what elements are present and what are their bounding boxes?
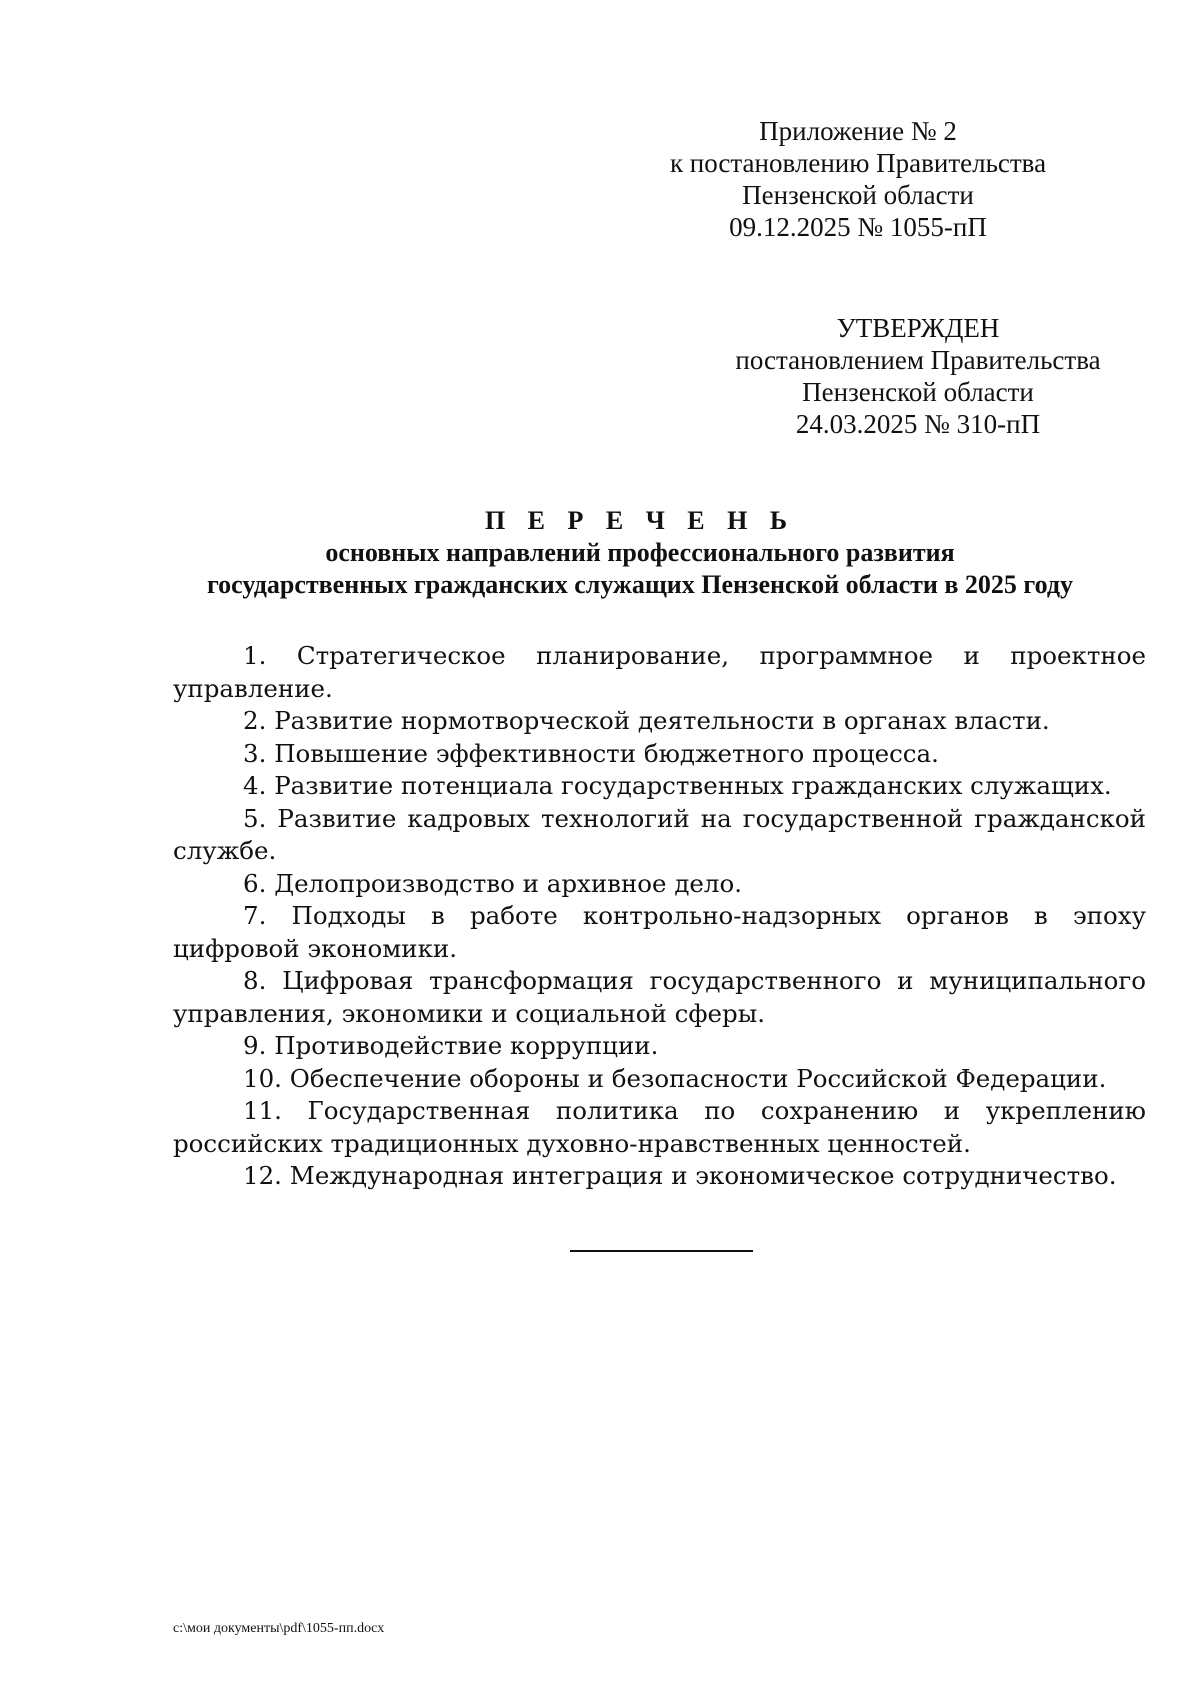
list-item-number: 6. [243, 868, 267, 898]
list-item-text: Стратегическое планирование, программное и проектное управление. [173, 641, 1146, 703]
list-item-text: Подходы в работе контрольно-надзорных органов в эпоху цифровой экономики. [173, 901, 1146, 963]
list-item [173, 738, 1146, 771]
list-item [173, 1160, 1146, 1193]
list-item [173, 1095, 1146, 1160]
list-item-number: 2. [243, 706, 267, 735]
title-subtitle-line1: основных направлений профессионального развития [325, 538, 955, 567]
list-item [173, 900, 1146, 965]
end-divider [570, 1250, 753, 1252]
list-item [173, 1030, 1146, 1063]
list-item-text: Развитие потенциала государственных гражданских служащих. [274, 771, 1112, 800]
list-item-number: 3. [243, 738, 267, 768]
list-item-number: 12. [243, 1161, 282, 1190]
list-item [173, 965, 1146, 1030]
list-item-text: Международная интеграция и экономическое сотрудничество. [289, 1161, 1117, 1190]
appendix-number: Приложение № 2 [759, 116, 957, 146]
appendix-region: Пензенской области [742, 180, 974, 210]
list-item-text: Цифровая трансформация государственного и муниципального управления, экономики и социальной сферы. [173, 966, 1146, 1028]
appendix-header [648, 115, 1068, 243]
list-item-text: Повышение эффективности бюджетного процесса. [274, 738, 939, 768]
approval-reference: постановлением Правительства [735, 345, 1101, 375]
list-item [173, 640, 1146, 705]
list-item-text: Развитие кадровых технологий на государственной гражданской службе. [173, 803, 1146, 865]
list-item [173, 705, 1146, 738]
list-item-number: 1. [243, 641, 267, 670]
list-item-number: 9. [243, 1031, 267, 1060]
list-item-number: 8. [243, 966, 267, 995]
list-item-number: 7. [243, 901, 267, 930]
appendix-reference: к постановлению Правительства [669, 148, 1047, 178]
list-item [173, 803, 1146, 868]
file-path-footer: c:\мои документы\pdf\1055-пп.docx [173, 1621, 385, 1636]
list-item-number: 5. [243, 803, 267, 833]
title-main: П Е Р Е Ч Е Н Ь [484, 506, 796, 535]
approval-date-number: 24.03.2025 № 310-пП [795, 409, 1041, 439]
approval-stamp [708, 312, 1128, 440]
approval-region: Пензенской области [802, 377, 1034, 407]
list-item-number: 4. [243, 771, 267, 800]
directions-list [173, 640, 1146, 1193]
appendix-date-number: 09.12.2025 № 1055-пП [729, 212, 987, 242]
document-title [130, 505, 1150, 601]
approval-title: УТВЕРЖДЕН [836, 313, 1000, 343]
title-subtitle-line2: государственных гражданских служащих Пензенской области в 2025 году [206, 570, 1073, 599]
list-item [173, 770, 1146, 803]
list-item-text: Противодействие коррупции. [274, 1031, 659, 1060]
list-item-text: Обеспечение обороны и безопасности Российской Федерации. [289, 1063, 1107, 1093]
list-item [173, 1063, 1146, 1096]
list-item-number: 10. [243, 1063, 282, 1093]
list-item-number: 11. [243, 1096, 282, 1125]
list-item-text: Государственная политика по сохранению и укреплению российских традиционных духовно-нравственных ценностей. [173, 1096, 1146, 1158]
list-item-text: Делопроизводство и архивное дело. [274, 868, 743, 898]
list-item [173, 868, 1146, 901]
list-item-text: Развитие нормотворческой деятельности в органах власти. [274, 706, 1050, 735]
